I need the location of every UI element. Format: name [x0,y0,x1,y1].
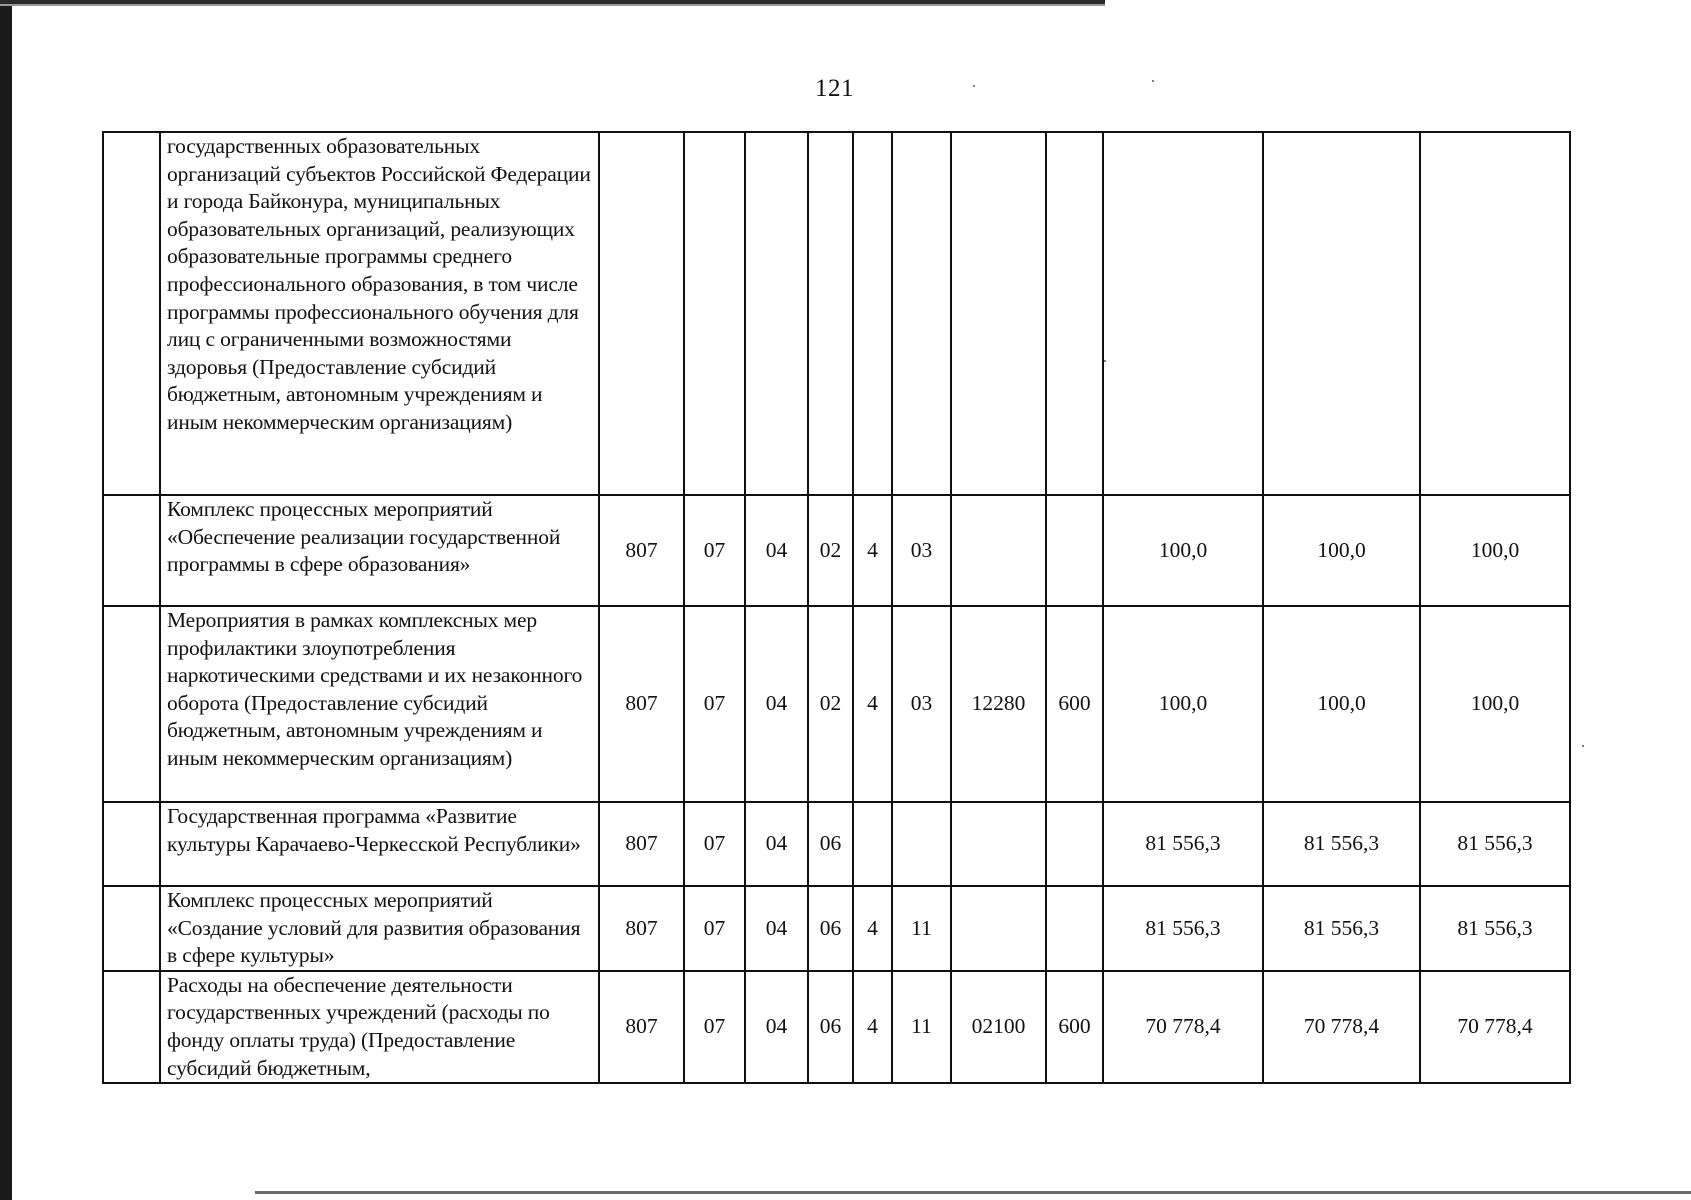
table-row [103,802,1570,886]
scan-speck [1582,745,1584,747]
subprogram-code-cell [892,802,951,886]
direction-code-cell [951,495,1046,606]
subprogram-code-cell: 11 [892,886,951,971]
row-number-cell [103,606,160,802]
subsection-code-cell: 04 [745,495,808,606]
row-number-cell [103,802,160,886]
sum-1-cell: 70 778,4 [1103,971,1263,1083]
section-code-cell [684,132,745,495]
subsection-code-cell: 04 [745,971,808,1083]
sum-1-cell [1103,132,1263,495]
ministry-code-cell: 807 [599,886,684,971]
table-row [103,606,1570,802]
table-row [103,886,1570,971]
subsection-code-cell [745,132,808,495]
expense-type-cell [1046,132,1103,495]
scan-border-bottom [255,1191,1691,1194]
section-code-cell: 07 [684,802,745,886]
type-code-cell: 4 [853,971,892,1083]
sum-3-cell: 100,0 [1420,606,1570,802]
scan-border-top-shadow [0,4,1105,6]
page-number: 121 [815,75,854,102]
table-row [103,971,1570,1083]
row-name-cell: Государственная программа «Развитие культуры Карачаево-Черкесской Республики» [160,802,599,886]
row-number-cell [103,886,160,971]
row-name-cell: Мероприятия в рамках комплексных мер профилактики злоупотребления наркотическими средствами и их незаконного оборота (Предоставление субсидий бюджетным, автономным учреждениям и иным некоммерческим организациям) [160,606,599,802]
expense-type-cell [1046,495,1103,606]
type-code-cell: 4 [853,495,892,606]
section-code-cell: 07 [684,886,745,971]
subprogram-code-cell: 03 [892,495,951,606]
program-code-cell: 06 [808,802,853,886]
type-code-cell: 4 [853,886,892,971]
ministry-code-cell: 807 [599,971,684,1083]
scan-border-left [0,0,12,1200]
program-code-cell: 02 [808,495,853,606]
row-number-cell [103,132,160,495]
sum-3-cell: 81 556,3 [1420,886,1570,971]
budget-table [102,131,1571,1084]
sum-3-cell: 70 778,4 [1420,971,1570,1083]
sum-2-cell: 81 556,3 [1263,886,1420,971]
sum-3-cell: 100,0 [1420,495,1570,606]
row-number-cell [103,495,160,606]
sum-1-cell: 100,0 [1103,606,1263,802]
sum-2-cell: 100,0 [1263,495,1420,606]
direction-code-cell: 02100 [951,971,1046,1083]
row-name-cell: государственных образовательных организаций субъектов Российской Федерации и города Байконура, муниципальных образовательных организаций, реализующих образовательные программы среднего профессионального образования, в том числе программы профессионального обучения для лиц с ограниченными возможностями здоровья (Предоставление субсидий бюджетным, автономным учреждениям и иным некоммерческим организациям) [160,132,599,495]
subprogram-code-cell: 03 [892,606,951,802]
row-number-cell [103,971,160,1083]
ministry-code-cell: 807 [599,495,684,606]
expense-type-cell [1046,886,1103,971]
ministry-code-cell: 807 [599,606,684,802]
section-code-cell: 07 [684,971,745,1083]
sum-1-cell: 100,0 [1103,495,1263,606]
table-row [103,132,1570,495]
program-code-cell: 06 [808,886,853,971]
subprogram-code-cell [892,132,951,495]
table-row [103,495,1570,606]
direction-code-cell [951,802,1046,886]
ministry-code-cell: 807 [599,802,684,886]
row-name-cell: Комплекс процессных мероприятий «Создание условий для развития образования в сфере культуры» [160,886,599,971]
expense-type-cell: 600 [1046,971,1103,1083]
sum-2-cell: 70 778,4 [1263,971,1420,1083]
program-code-cell: 06 [808,971,853,1083]
sum-2-cell: 81 556,3 [1263,802,1420,886]
subsection-code-cell: 04 [745,802,808,886]
expense-type-cell: 600 [1046,606,1103,802]
section-code-cell: 07 [684,495,745,606]
section-code-cell: 07 [684,606,745,802]
sum-1-cell: 81 556,3 [1103,886,1263,971]
subprogram-code-cell: 11 [892,971,951,1083]
direction-code-cell [951,132,1046,495]
direction-code-cell: 12280 [951,606,1046,802]
type-code-cell [853,802,892,886]
sum-2-cell: 100,0 [1263,606,1420,802]
direction-code-cell [951,886,1046,971]
subsection-code-cell: 04 [745,886,808,971]
sum-3-cell: 81 556,3 [1420,802,1570,886]
subsection-code-cell: 04 [745,606,808,802]
type-code-cell: 4 [853,606,892,802]
sum-2-cell [1263,132,1420,495]
row-name-cell: Комплекс процессных мероприятий «Обеспечение реализации государственной программы в сфере образования» [160,495,599,606]
row-name-cell: Расходы на обеспечение деятельности государственных учреждений (расходы по фонду оплаты труда) (Предоставление субсидий бюджетным, [160,971,599,1083]
sum-3-cell [1420,132,1570,495]
ministry-code-cell [599,132,684,495]
type-code-cell [853,132,892,495]
sum-1-cell: 81 556,3 [1103,802,1263,886]
expense-type-cell [1046,802,1103,886]
program-code-cell [808,132,853,495]
program-code-cell: 02 [808,606,853,802]
